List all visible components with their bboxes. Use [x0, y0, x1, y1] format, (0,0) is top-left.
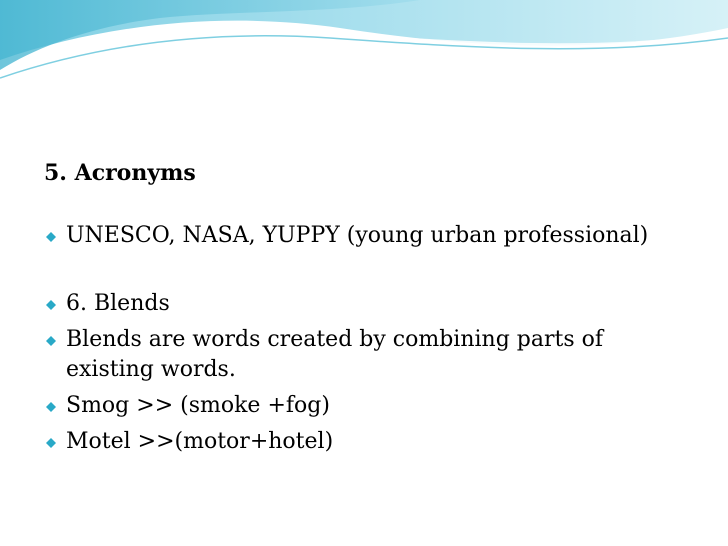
- list-item: [44, 427, 704, 457]
- diamond-bullet-icon: [46, 232, 56, 242]
- section-heading: 5. Acronyms: [44, 160, 196, 186]
- decorative-wave-header: [0, 0, 728, 90]
- list-item-text: Blends are words created by combining parts of existing words.: [66, 327, 604, 382]
- list-item-text: UNESCO, NASA, YUPPY (young urban professional): [66, 223, 649, 248]
- diamond-bullet-icon: [46, 438, 56, 448]
- diamond-bullet-icon: [46, 300, 56, 310]
- slide-content: [44, 158, 704, 463]
- diamond-bullet-icon: [46, 336, 56, 346]
- list-item: [44, 391, 704, 421]
- list-item-text: Smog >> (smoke +fog): [66, 393, 330, 418]
- bullet-list: [44, 221, 704, 457]
- list-item: [44, 289, 704, 319]
- list-item: [44, 325, 704, 385]
- list-item-text: Motel >>(motor+hotel): [66, 429, 334, 454]
- list-item: [44, 221, 704, 251]
- list-item-text: 6. Blends: [66, 291, 170, 316]
- diamond-bullet-icon: [46, 402, 56, 412]
